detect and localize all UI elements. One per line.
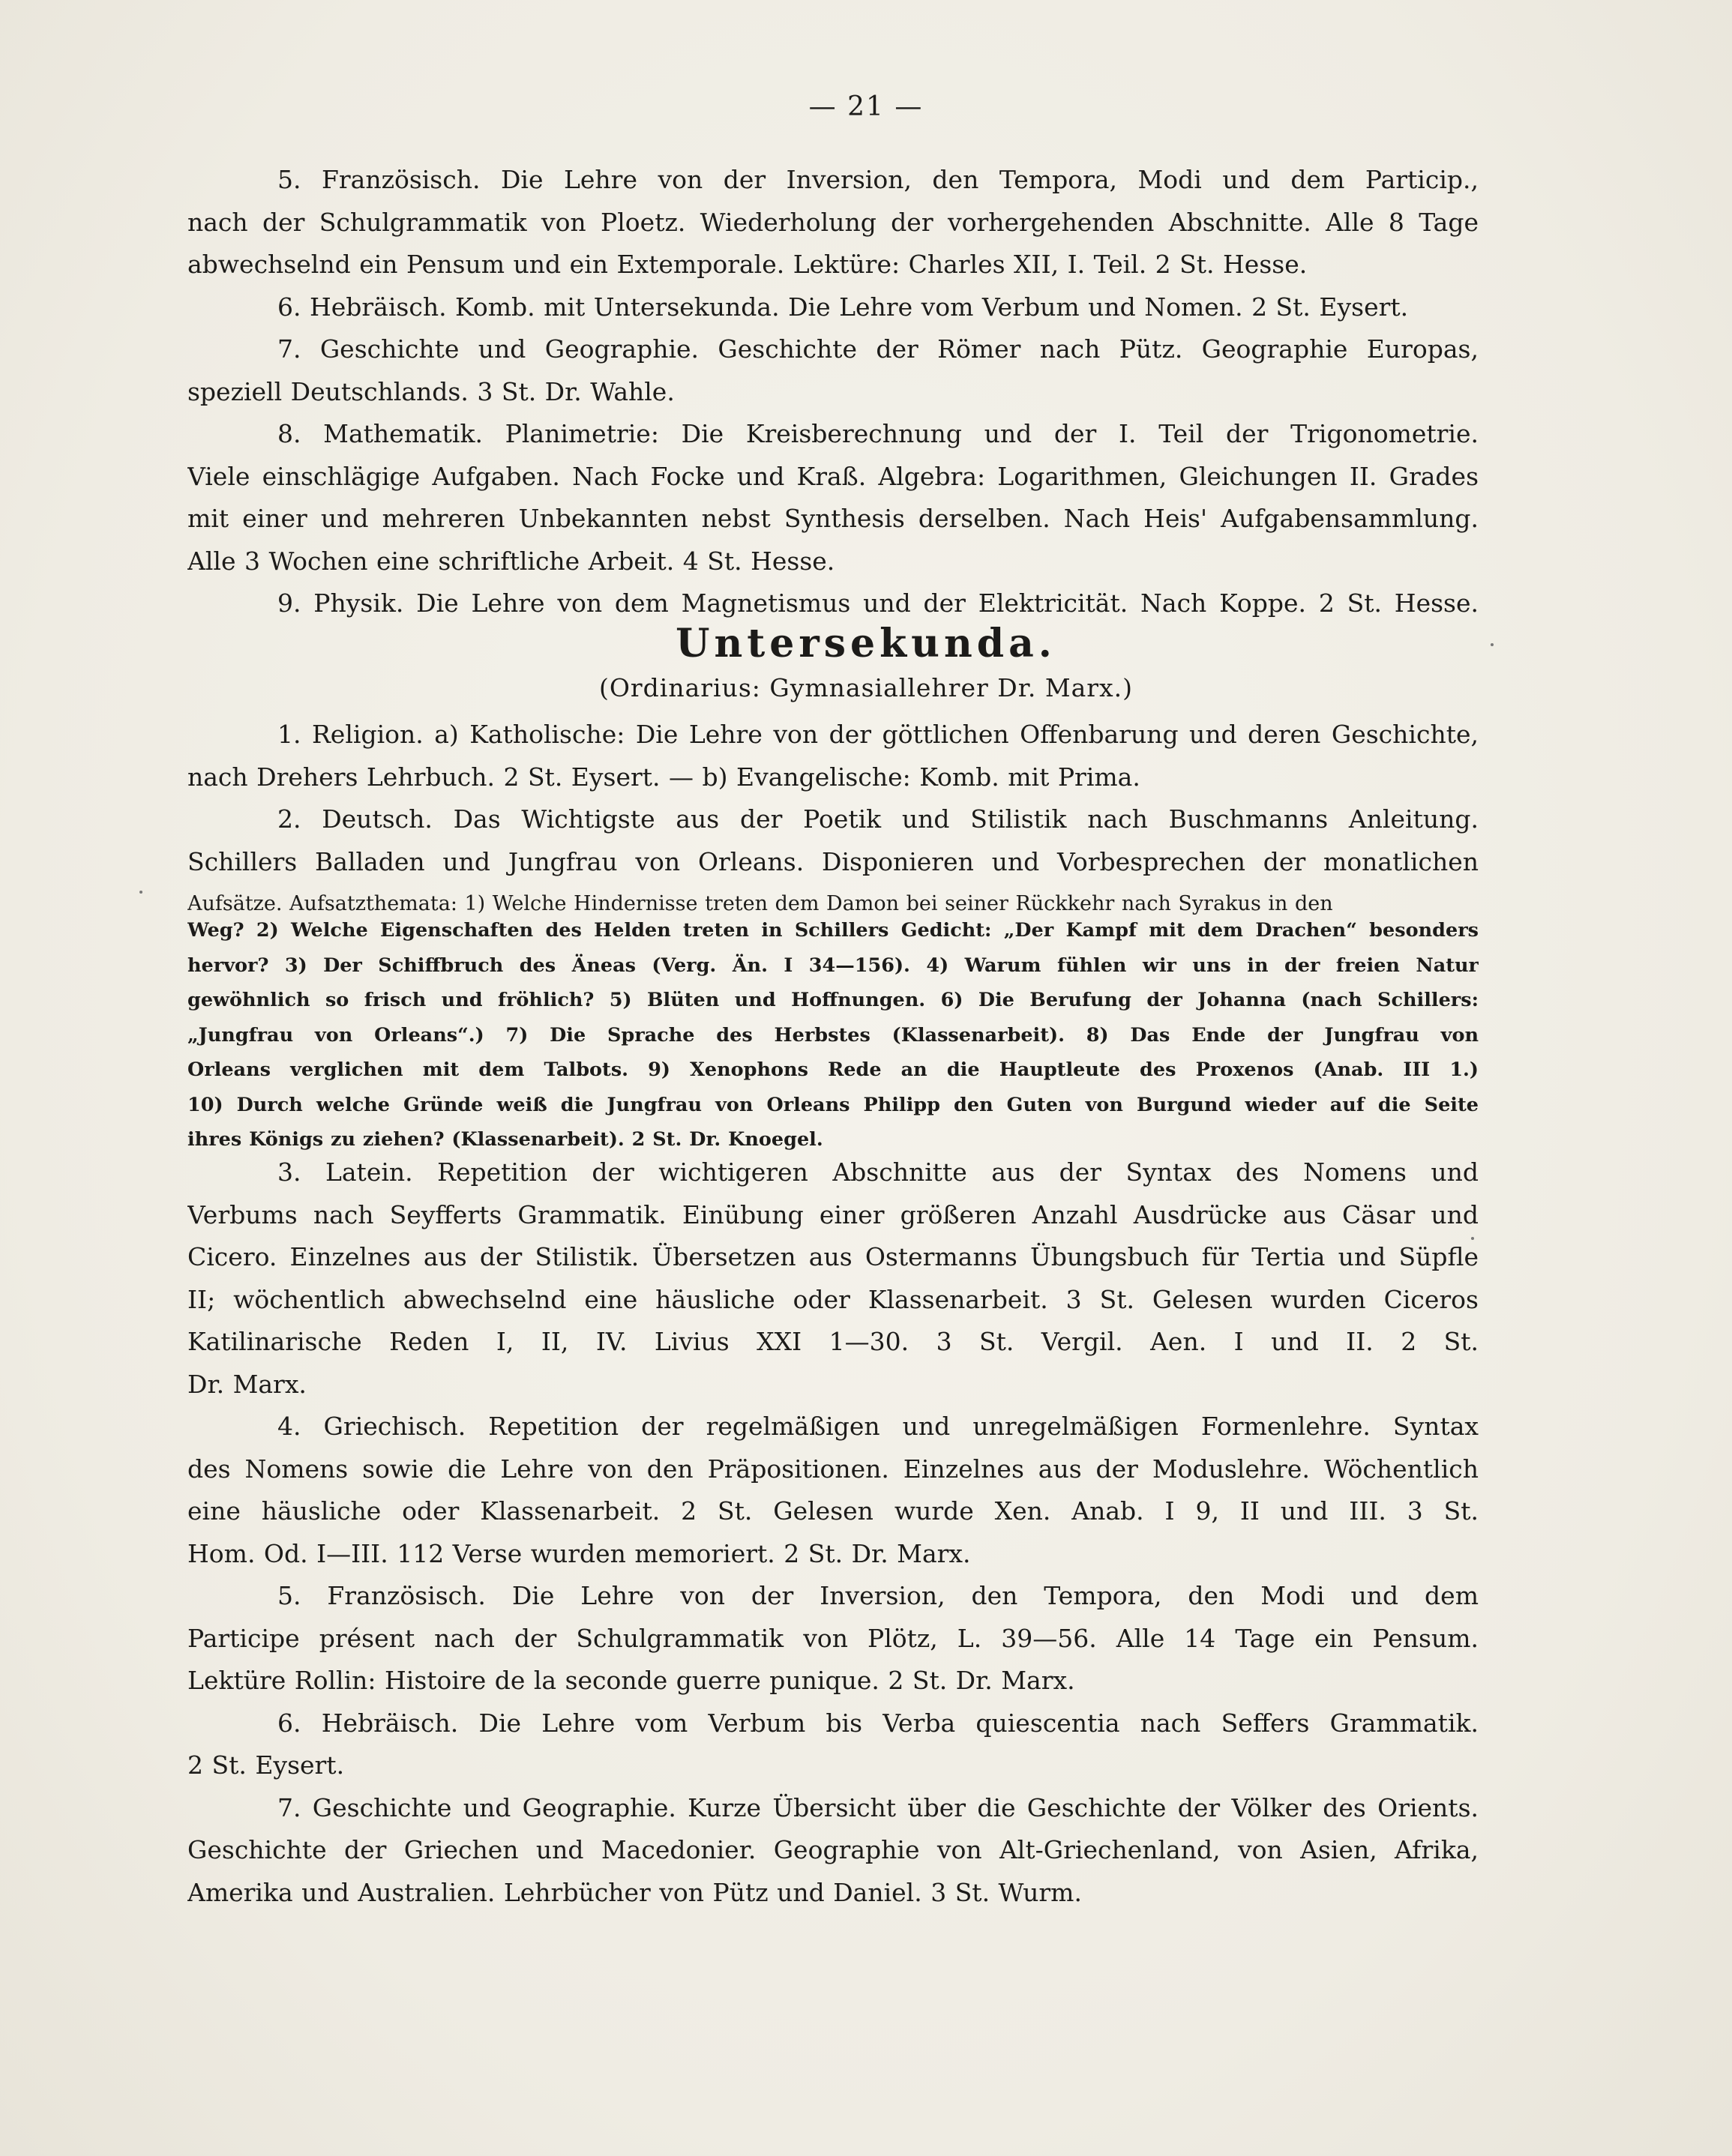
text-line: Schillers Balladen und Jungfrau von Orleans. Disponieren und Vorbesprechen der monatlichen [187,846,1479,876]
text-line: Verbums nach Seyfferts Grammatik. Einübung einer größeren Anzahl Ausdrücke aus Cäsar und [187,1199,1479,1229]
text-line: Amerika und Australien. Lehrbücher von Pütz und Daniel. 3 St. Wurm. [187,1877,1082,1907]
text-line: 2. Deutsch. Das Wichtigste aus der Poetik und Stilistik nach Buschmanns Anleitung. [277,804,1479,834]
text-line: Weg? 2) Welche Eigenschaften des Helden treten in Schillers Gedicht: „Der Kampf mit dem Drachen“ besonders [187,919,1479,942]
text-line: 5. Französisch. Die Lehre von der Inversion, den Tempora, Modi und dem Particip., [277,165,1479,194]
text-line: 4. Griechisch. Repetition der regelmäßigen und unregelmäßigen Formenlehre. Syntax [277,1412,1479,1441]
text-line: hervor? 3) Der Schiffbruch des Äneas (Verg. Än. I 34—156). 4) Warum fühlen wir uns in der freien Natur [187,954,1479,977]
essay-topics [187,913,1479,1157]
scan-speck [139,891,142,894]
text-line: Participe présent nach der Schulgrammatik von Plötz, L. 39—56. Alle 14 Tage ein Pensum. [187,1623,1479,1653]
text-line: Orleans verglichen mit dem Talbots. 9) Xenophons Rede an die Hauptleute des Proxenos (Anab. III 1.) [187,1059,1479,1081]
text-line: 10) Durch welche Gründe weiß die Jungfrau von Orleans Philipp den Guten von Burgund wieder auf die Seite [187,1093,1479,1116]
text-line: 3. Latein. Repetition der wichtigeren Abschnitte aus der Syntax des Nomens und [277,1157,1479,1187]
scan-speck [1491,643,1494,646]
text-line: abwechselnd ein Pensum und ein Extemporale. Lektüre: Charles XII, I. Teil. 2 St. Hesse. [187,250,1308,279]
text-line: gewöhnlich so frisch und fröhlich? 5) Blüten und Hoffnungen. 6) Die Berufung der Johanna (nach Schillers: [187,989,1479,1011]
section-subtitle: (Ordinarius: Gymnasiallehrer Dr. Marx.) [598,673,1134,702]
text-line: eine häusliche oder Klassenarbeit. 2 St. Gelesen wurde Xen. Anab. I 9, II und III. 3 St. [187,1496,1479,1526]
text-line: Alle 3 Wochen eine schriftliche Arbeit. 4 St. Hesse. [187,546,835,576]
text-line: 7. Geschichte und Geographie. Geschichte der Römer nach Pütz. Geographie Europas, [277,334,1479,364]
scan-speck [1471,1237,1474,1240]
untersekunda-subjects [187,1151,1479,1914]
text-line: II; wöchentlich abwechselnd eine häusliche oder Klassenarbeit. 3 St. Gelesen wurden Ciceros [187,1284,1479,1314]
text-line: 5. Französisch. Die Lehre von der Inversion, den Tempora, den Modi und dem [277,1581,1479,1610]
text-line: Aufsätze. Aufsatzthemata: 1) Welche Hindernisse treten dem Damon bei seiner Rückkehr nach Syrakus in den [187,892,1333,915]
text-line: 2 St. Eysert. [187,1750,345,1780]
text-line: mit einer und mehreren Unbekannten nebst Synthesis derselben. Nach Heis' Aufgabensammlung. [187,504,1479,533]
text-line: ihres Königs zu ziehen? (Klassenarbeit). 2 St. Dr. Knoegel. [187,1128,823,1151]
text-line: 8. Mathematik. Planimetrie: Die Kreisberechnung und der I. Teil der Trigonometrie. [277,419,1479,448]
text-line: Dr. Marx. [187,1369,307,1399]
text-line: 6. Hebräisch. Komb. mit Untersekunda. Die Lehre vom Verbum und Nomen. 2 St. Eysert. [277,292,1409,322]
text-line: Hom. Od. I—III. 112 Verse wurden memoriert. 2 St. Dr. Marx. [187,1538,971,1568]
religion-deutsch-section [187,714,1479,926]
text-line: Cicero. Einzelnes aus der Stilistik. Übersetzen aus Ostermanns Übungsbuch für Tertia und Süpfle [187,1242,1479,1271]
obersekunda-section [187,159,1479,625]
text-line: Lektüre Rollin: Histoire de la seconde guerre punique. 2 St. Dr. Marx. [187,1666,1075,1695]
section-title: Untersekunda. [676,621,1056,666]
text-line: nach Drehers Lehrbuch. 2 St. Eysert. — b) Evangelische: Komb. mit Prima. [187,762,1140,792]
text-line: Geschichte der Griechen und Macedonier. Geographie von Alt-Griechenland, von Asien, Afrika, [187,1835,1479,1864]
text-line: Viele einschlägige Aufgaben. Nach Focke und Kraß. Algebra: Logarithmen, Gleichungen II. Grades [187,461,1479,491]
text-line: speziell Deutschlands. 3 St. Dr. Wahle. [187,376,675,406]
text-line: nach der Schulgrammatik von Ploetz. Wiederholung der vorhergehenden Abschnitte. Alle 8 Tage [187,207,1479,237]
text-line: 9. Physik. Die Lehre von dem Magnetismus und der Elektricität. Nach Koppe. 2 St. Hesse. [277,588,1479,618]
text-line: „Jungfrau von Orleans“.) 7) Die Sprache des Herbstes (Klassenarbeit). 8) Das Ende der Jungfrau von [187,1023,1479,1047]
page-number: — 21 — [808,91,924,122]
text-line: 7. Geschichte und Geographie. Kurze Übersicht über die Geschichte der Völker des Orients. [277,1792,1479,1822]
text-line: 1. Religion. a) Katholische: Die Lehre von der göttlichen Offenbarung und deren Geschichte, [277,720,1479,749]
text-line: Katilinarische Reden I, II, IV. Livius XXI 1—30. 3 St. Vergil. Aen. I und II. 2 St. [187,1327,1479,1356]
text-line: 6. Hebräisch. Die Lehre vom Verbum bis Verba quiescentia nach Seffers Grammatik. [277,1708,1479,1738]
text-line: des Nomens sowie die Lehre von den Präpositionen. Einzelnes aus der Moduslehre. Wöchentlich [187,1454,1479,1484]
